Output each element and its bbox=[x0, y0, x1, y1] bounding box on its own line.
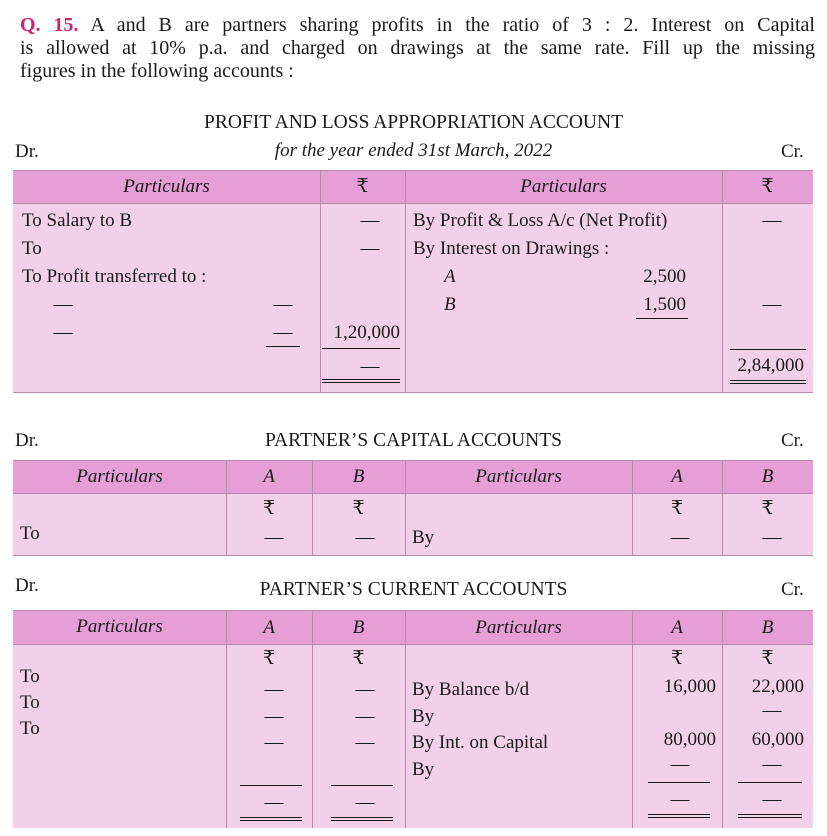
pl-left-row-salary: To Salary to B bbox=[22, 210, 133, 231]
question-text bbox=[20, 14, 815, 83]
cur-cr: Cr. bbox=[781, 579, 804, 600]
cur-right-a-total: — bbox=[670, 789, 690, 810]
pl-cr: Cr. bbox=[781, 141, 804, 162]
question-line-2: is allowed at 10% p.a. and charged on drawings at the same rate. Fill up the missing bbox=[20, 37, 815, 59]
cur-rupee-a-right: ₹ bbox=[670, 648, 684, 669]
cur-header-b-right: B bbox=[761, 617, 774, 638]
pl-left-total: — bbox=[360, 356, 380, 377]
pl-left-row-to: To bbox=[22, 238, 42, 259]
pl-header-rupee-right: ₹ bbox=[761, 176, 774, 197]
cur-header-particulars-left: Particulars bbox=[76, 616, 163, 637]
cur-header-particulars-right: Particulars bbox=[475, 617, 562, 638]
cap-left-b-dash: — bbox=[355, 527, 375, 548]
cur-right-row-by-4: By bbox=[412, 759, 435, 780]
cur-header-b-left: B bbox=[352, 617, 365, 638]
pl-left-row-profit-transferred: To Profit transferred to : bbox=[22, 266, 207, 287]
pl-left-sub-a-amount-dash: — bbox=[273, 294, 293, 315]
cap-rupee-b-left: ₹ bbox=[352, 498, 365, 519]
cur-left-a-total: — bbox=[264, 792, 284, 813]
cur-right-b-total: — bbox=[762, 789, 782, 810]
pl-header-rupee-left: ₹ bbox=[356, 176, 369, 197]
cur-right-by4-b: — bbox=[762, 754, 782, 775]
cap-left-a-dash: — bbox=[264, 527, 284, 548]
pl-left-salary-amount: — bbox=[360, 210, 380, 231]
pl-right-row-net-profit: By Profit & Loss A/c (Net Profit) bbox=[413, 210, 668, 231]
pl-right-net-profit-amount: — bbox=[762, 210, 782, 231]
cur-rupee-b-right: ₹ bbox=[761, 648, 774, 669]
cap-header-a-right: A bbox=[671, 466, 683, 487]
pl-left-to-amount: — bbox=[360, 238, 380, 259]
pl-left-subtotal: 1,20,000 bbox=[333, 322, 400, 343]
cap-right-b-dash: — bbox=[762, 527, 782, 548]
pl-left-sub-b-name-dash: — bbox=[53, 322, 73, 343]
cap-left-row-to: To bbox=[20, 523, 40, 544]
cap-title: PARTNER’S CAPITAL ACCOUNTS bbox=[264, 430, 563, 451]
pl-subtitle: for the year ended 31st March, 2022 bbox=[274, 140, 553, 161]
cap-cr: Cr. bbox=[781, 430, 804, 451]
cap-header-particulars-right: Particulars bbox=[475, 466, 562, 487]
cur-rupee-a-left: ₹ bbox=[262, 648, 276, 669]
cur-left-row-1: To bbox=[20, 666, 40, 687]
cur-dr: Dr. bbox=[15, 575, 39, 596]
pl-dr: Dr. bbox=[15, 141, 39, 162]
cur-right-row-balance: By Balance b/d bbox=[412, 679, 530, 700]
question-number: Q. 15. bbox=[20, 14, 79, 36]
pl-header-particulars-left: Particulars bbox=[123, 176, 210, 197]
cap-header-b-left: B bbox=[352, 466, 365, 487]
cur-right-row-by-2: By bbox=[412, 706, 435, 727]
cur-left-b-total: — bbox=[355, 792, 375, 813]
pl-right-sub-b-name: B bbox=[444, 294, 456, 315]
cur-rupee-b-left: ₹ bbox=[352, 648, 365, 669]
cur-right-row-int-capital: By Int. on Capital bbox=[412, 732, 549, 753]
cap-right-row-by: By bbox=[412, 527, 435, 548]
cap-rupee-b-right: ₹ bbox=[761, 498, 774, 519]
pl-right-row-int-drawings: By Interest on Drawings : bbox=[413, 238, 610, 259]
cap-rupee-a-left: ₹ bbox=[262, 498, 276, 519]
cur-title: PARTNER’S CURRENT ACCOUNTS bbox=[259, 579, 568, 600]
cur-right-balance-b: 22,000 bbox=[751, 676, 804, 697]
cur-header-a-right: A bbox=[671, 617, 683, 638]
pl-left-sub-a-name-dash: — bbox=[53, 294, 73, 315]
cur-header-a-left: A bbox=[263, 617, 275, 638]
cap-header-b-right: B bbox=[761, 466, 774, 487]
cap-rupee-a-right: ₹ bbox=[670, 498, 684, 519]
cap-header-particulars-left: Particulars bbox=[76, 466, 163, 487]
pl-right-int-drawings-amount: — bbox=[762, 294, 782, 315]
cur-right-int-capital-a: 80,000 bbox=[663, 729, 716, 750]
cur-left-b-1: — bbox=[355, 679, 375, 700]
cur-right-balance-a: 16,000 bbox=[663, 676, 716, 697]
question-line-3: figures in the following accounts : bbox=[20, 60, 294, 82]
cap-right-a-dash: — bbox=[670, 527, 690, 548]
cur-left-b-3: — bbox=[355, 732, 375, 753]
cur-left-a-3: — bbox=[264, 732, 284, 753]
cur-right-by2-b: — bbox=[762, 700, 782, 721]
cur-right-by4-a: — bbox=[670, 754, 690, 775]
pl-header-particulars-right: Particulars bbox=[520, 176, 607, 197]
cur-left-b-2: — bbox=[355, 706, 375, 727]
pl-right-sub-a-name: A bbox=[444, 266, 456, 287]
cur-left-a-1: — bbox=[264, 679, 284, 700]
pl-right-total: 2,84,000 bbox=[737, 355, 804, 376]
pl-title: PROFIT AND LOSS APPROPRIATION ACCOUNT bbox=[204, 112, 623, 133]
cur-left-row-3: To bbox=[20, 718, 40, 739]
pl-right-sub-b-amount: 1,500 bbox=[643, 294, 686, 315]
cap-dr: Dr. bbox=[15, 430, 39, 451]
cur-left-row-2: To bbox=[20, 692, 40, 713]
question-line-1: Q. 15. A and B are partners sharing profits in the ratio of 3 : 2. Interest on Capital bbox=[20, 14, 815, 36]
cur-left-a-2: — bbox=[264, 706, 284, 727]
cap-header-a-left: A bbox=[263, 466, 275, 487]
pl-left-sub-b-amount-dash: — bbox=[273, 322, 293, 343]
cur-right-int-capital-b: 60,000 bbox=[751, 729, 804, 750]
pl-right-sub-a-amount: 2,500 bbox=[643, 266, 686, 287]
